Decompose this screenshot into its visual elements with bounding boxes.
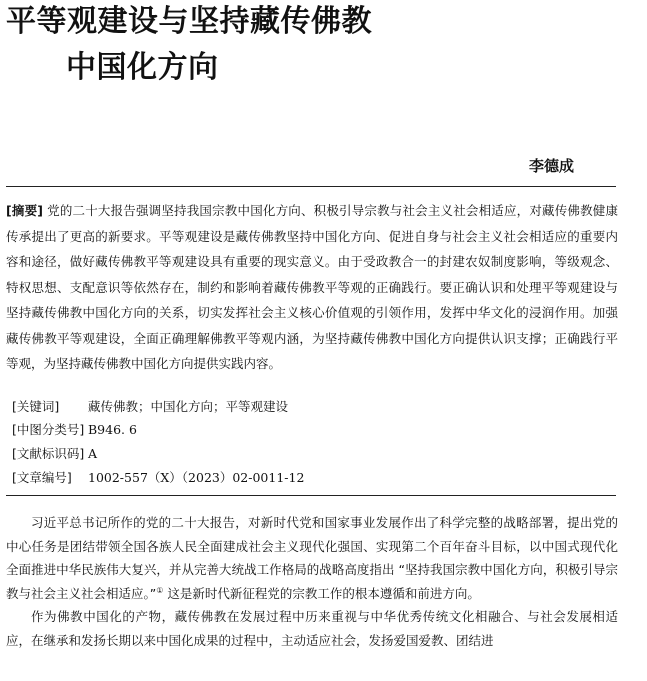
keywords-value: 藏传佛教；中国化方向；平等观建设 xyxy=(88,399,289,414)
article-title-line-1: 平等观建设与坚持藏传佛教 xyxy=(6,4,372,39)
body-paragraph-2: 作为佛教中国化的产物，藏传佛教在发展过程中历来重视与中华优秀传统文化相融合、与社会发展相适应，在继承和发扬长期以来中国化成果的过程中，主动适应社会，发扬爱国爱教、团结进 xyxy=(6,609,618,648)
body-paragraph-1 xyxy=(6,511,618,605)
clc-label: [中图分类号] xyxy=(12,422,85,437)
abstract-tag: [摘要] xyxy=(6,203,43,218)
doc-code-label: [文献标识码] xyxy=(12,446,85,461)
bottom-divider xyxy=(6,495,616,496)
abstract xyxy=(6,198,618,377)
abstract-text: 党的二十大报告强调坚持我国宗教中国化方向、积极引导宗教与社会主义社会相适应，对藏传佛教健康传承提出了更高的新要求。平等观建设是藏传佛教坚持中国化方向、促进自身与社会主义社会相适应的重要内容和途径，做好藏传佛教平等观建设具有重要的现实意义。由于受政教合一的封建农奴制度影响，等级观念、特权思想、支配意识等依然存在，制约和影响着藏传佛教平等观的正确践行。要正确认识和处理平等观建设与坚持藏传佛教中国化方向的关系，切实发挥社会主义核心价值观的引领作用，发挥中华文化的浸润作用。加强藏传佛教平等观建设，全面正确理解佛教平等观内涵，为坚持藏传佛教中国化方向提供认识支撑；正确践行平等观，为坚持藏传佛教中国化方向提供实践内容。 xyxy=(6,203,618,371)
article-number-value: 1002-557（X）（2023）02-0011-12 xyxy=(88,470,305,485)
article-number-row xyxy=(12,468,304,488)
body-text xyxy=(6,511,618,652)
clc-row xyxy=(12,420,137,440)
top-divider xyxy=(6,186,616,187)
doc-code-row xyxy=(12,444,97,464)
body-paragraph-1-text-a: 习近平总书记所作的党的二十大报告，对新时代党和国家事业发展作出了科学完整的战略部署，提出党的中心任务是团结带领全国各族人民全面建成社会主义现代化强国、实现第二个百年奋斗目标，以中国式现代化全面推进中华民族伟大复兴，并从完善大统战工作格局的战略高度指出 “坚持我国宗教中国化方向，积极引导宗教与社会主义社会相适应。” xyxy=(6,515,618,601)
clc-value: B946. 6 xyxy=(88,422,137,437)
keywords-row xyxy=(12,397,288,417)
doc-code-value: A xyxy=(88,446,98,461)
body-paragraph-1-text-b: 这是新时代新征程党的宗教工作的根本遵循和前进方向。 xyxy=(163,585,480,601)
article-title-line-2: 中国化方向 xyxy=(66,50,219,85)
footnote-marker-1[interactable]: ① xyxy=(156,585,164,595)
article-number-label: [文章编号] xyxy=(12,470,72,485)
author-name: 李德成 xyxy=(529,157,575,175)
keywords-label: [关键词] xyxy=(12,399,60,414)
